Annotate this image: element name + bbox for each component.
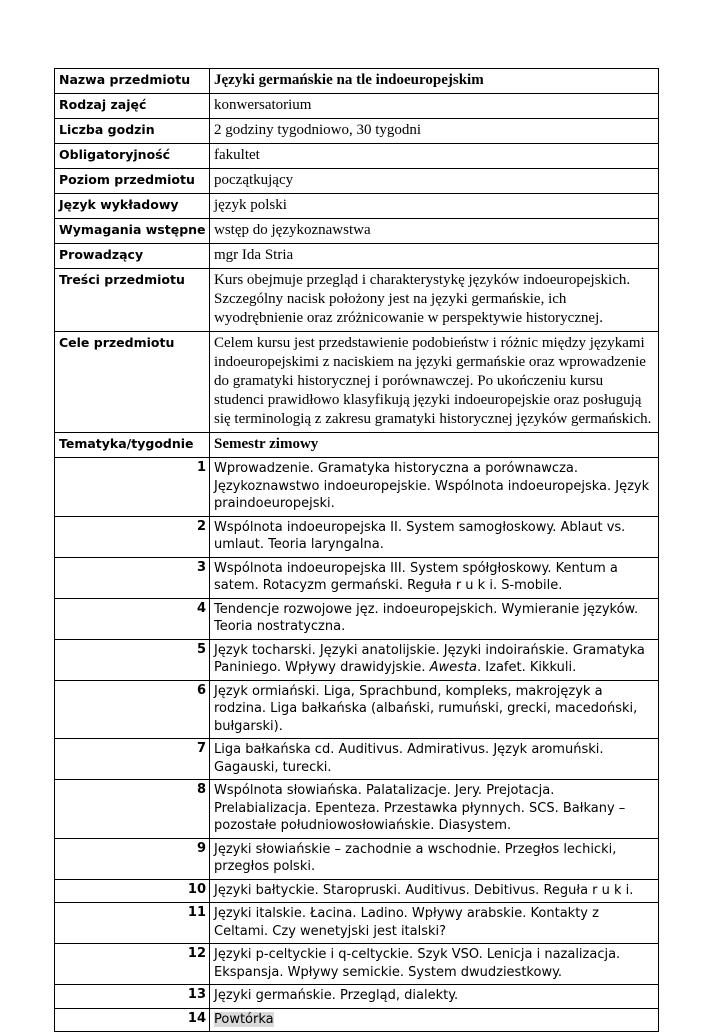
- label-language: Język wykładowy: [55, 194, 210, 219]
- value-content: Kurs obejmuje przegląd i charakterystykę języków indoeuropejskich. Szczególny nacisk położony jest na języki germańskie, ich wyodrębnienie oraz zróżnicowanie w perspektywie historycznej.: [210, 269, 659, 332]
- week-number: 7: [55, 739, 210, 780]
- label-course-type: Rodzaj zajęć: [55, 94, 210, 119]
- row-level: [55, 169, 659, 194]
- week-number: 14: [55, 1008, 210, 1032]
- row-hours: [55, 119, 659, 144]
- week-row: [55, 516, 659, 557]
- week-number: 12: [55, 944, 210, 985]
- week-row: [55, 838, 659, 879]
- week-row: [55, 944, 659, 985]
- label-hours: Liczba godzin: [55, 119, 210, 144]
- week-number: 1: [55, 458, 210, 517]
- syllabus-table: [54, 68, 659, 1032]
- value-lecturer: mgr Ida Stria: [210, 244, 659, 269]
- week-number: 9: [55, 838, 210, 879]
- week-topic: Wprowadzenie. Gramatyka historyczna a porównawcza. Językoznawstwo indoeuropejskie. Wspólnota indoeuropejska. Język praindoeuropejski.: [210, 458, 659, 517]
- week-topic: Języki germańskie. Przegląd, dialekty.: [210, 985, 659, 1009]
- week-topic: Wspólnota indoeuropejska II. System samogłoskowy. Ablaut vs. umlaut. Teoria laryngalna.: [210, 516, 659, 557]
- row-requirements: [55, 219, 659, 244]
- week-topic: Języki słowiańskie – zachodnie a wschodnie. Przegłos lechicki, przegłos polski.: [210, 838, 659, 879]
- value-course-type: konwersatorium: [210, 94, 659, 119]
- week-topic: Wspólnota indoeuropejska III. System spółgłoskowy. Kentum a satem. Rotacyzm germański. Reguła r u k i. S-mobile.: [210, 557, 659, 598]
- week-topic-italic: Awesta: [429, 660, 478, 675]
- week-row: [55, 985, 659, 1009]
- week-topic: [210, 639, 659, 680]
- row-mandatory: [55, 144, 659, 169]
- week-row: [55, 1008, 659, 1032]
- week-row: [55, 879, 659, 903]
- label-lecturer: Prowadzący: [55, 244, 210, 269]
- week-number: 13: [55, 985, 210, 1009]
- week-number: 2: [55, 516, 210, 557]
- week-row: [55, 458, 659, 517]
- row-lecturer: [55, 244, 659, 269]
- label-topics: Tematyka/tygodnie: [55, 433, 210, 458]
- week-topic: [210, 1008, 659, 1032]
- row-course-type: [55, 94, 659, 119]
- week-topic-part: . Izafet. Kikkuli.: [477, 660, 577, 675]
- week-number: 11: [55, 903, 210, 944]
- week-row: [55, 680, 659, 739]
- value-level: początkujący: [210, 169, 659, 194]
- week-row: [55, 903, 659, 944]
- value-hours: 2 godziny tygodniowo, 30 tygodni: [210, 119, 659, 144]
- week-topic: Liga bałkańska cd. Auditivus. Admirativus. Język aromuński. Gagauski, turecki.: [210, 739, 659, 780]
- label-requirements: Wymagania wstępne: [55, 219, 210, 244]
- value-course-name: Języki germańskie na tle indoeuropejskim: [210, 69, 659, 94]
- value-requirements: wstęp do językoznawstwa: [210, 219, 659, 244]
- week-number: 8: [55, 780, 210, 839]
- week-number: 5: [55, 639, 210, 680]
- week-topic: Języki italskie. Łacina. Ladino. Wpływy arabskie. Kontakty z Celtami. Czy wenetyjski jest italski?: [210, 903, 659, 944]
- week-row: [55, 739, 659, 780]
- label-content: Treści przedmiotu: [55, 269, 210, 332]
- week-number: 10: [55, 879, 210, 903]
- label-course-name: Nazwa przedmiotu: [55, 69, 210, 94]
- value-mandatory: fakultet: [210, 144, 659, 169]
- label-goals: Cele przedmiotu: [55, 332, 210, 433]
- week-topic: Tendencje rozwojowe jęz. indoeuropejskich. Wymieranie języków. Teoria nostratyczna.: [210, 598, 659, 639]
- row-language: [55, 194, 659, 219]
- week-topic: Język ormiański. Liga, Sprachbund, kompleks, makrojęzyk a rodzina. Liga bałkańska (albański, rumuński, grecki, macedoński, bułgarski).: [210, 680, 659, 739]
- week-row: [55, 639, 659, 680]
- week-topic: Języki bałtyckie. Staropruski. Auditivus. Debitivus. Reguła r u k i.: [210, 879, 659, 903]
- week-number: 6: [55, 680, 210, 739]
- week-number: 3: [55, 557, 210, 598]
- week-row: [55, 598, 659, 639]
- review-highlight: Powtórka: [214, 1011, 274, 1027]
- label-mandatory: Obligatoryjność: [55, 144, 210, 169]
- week-row: [55, 557, 659, 598]
- week-topic: Języki p-celtyckie i q-celtyckie. Szyk VSO. Lenicja i nazalizacja. Ekspansja. Wpływy semickie. System dwudziestkowy.: [210, 944, 659, 985]
- week-number: 4: [55, 598, 210, 639]
- week-topic-part: Język tocharski. Języki anatolijskie. Języki indoirańskie. Gramatyka Paniniego. Wpływy drawidyjskie.: [214, 642, 645, 675]
- week-row: [55, 780, 659, 839]
- value-language: język polski: [210, 194, 659, 219]
- row-content: [55, 269, 659, 332]
- row-goals: [55, 332, 659, 433]
- row-topics-header: [55, 433, 659, 458]
- value-goals: Celem kursu jest przedstawienie podobieństw i różnic między językami indoeuropejskimi z naciskiem na języki germańskie oraz wprowadzenie do gramatyki historycznej i porównawczej. Po ukończeniu kursu studenci prawidłowo klasyfikują języki indoeuropejskie oraz posługują się terminologią z zakresu gramatyki historycznej języków germańskich.: [210, 332, 659, 433]
- row-course-name: [55, 69, 659, 94]
- label-level: Poziom przedmiotu: [55, 169, 210, 194]
- week-topic: Wspólnota słowiańska. Palatalizacje. Jery. Prejotacja. Prelabializacja. Epenteza. Przestawka płynnych. SCS. Bałkany – pozostałe południowosłowiańskie. Diasystem.: [210, 780, 659, 839]
- value-semester: Semestr zimowy: [210, 433, 659, 458]
